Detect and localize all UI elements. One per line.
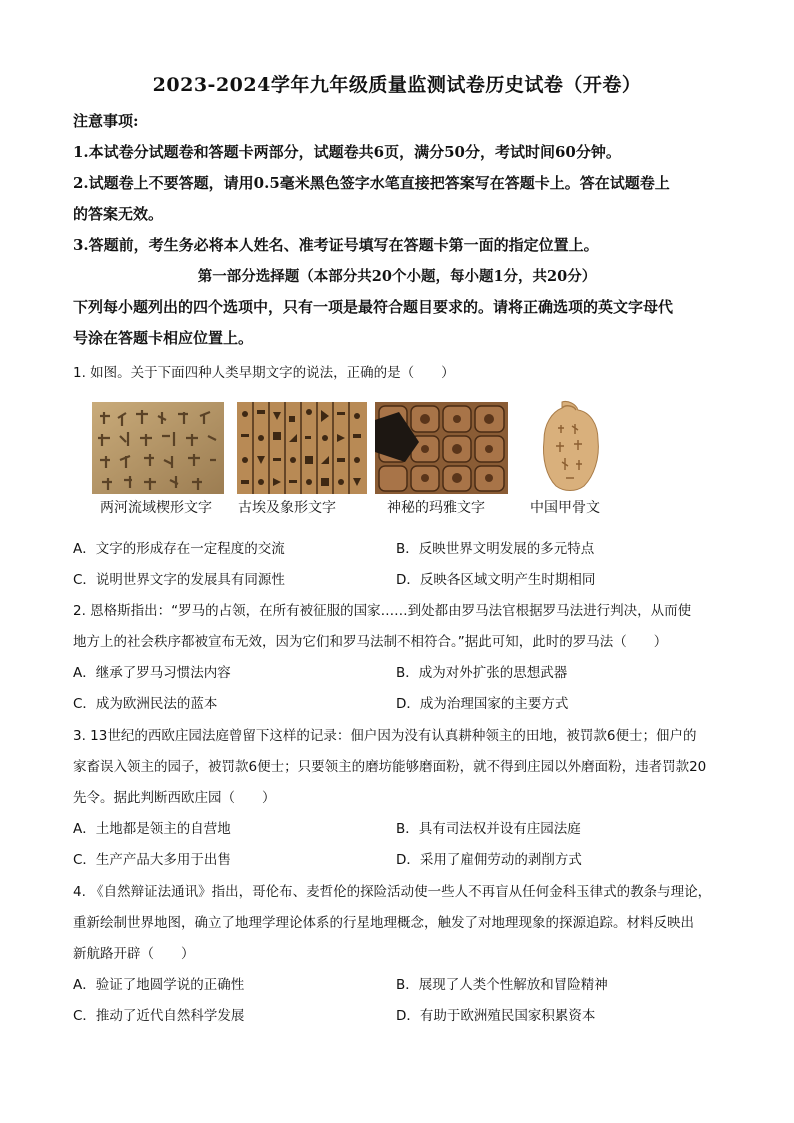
question-3-option-a: A．土地都是领主的自营地 <box>73 821 231 837</box>
exam-title: 2023-2024学年九年级质量监测试卷历史试卷（开卷） <box>152 74 642 96</box>
question-1-stem: 1. 如图。关于下面四种人类早期文字的说法，正确的是（ ） <box>73 365 455 381</box>
question-3-stem-line-3: 先令。据此判断西欧庄园（ ） <box>73 790 276 806</box>
question-4-stem-line-1: 4. 《自然辩证法通讯》指出，哥伦布、麦哲伦的探险活动使一些人不再盲从任何金科玉律式的教条与理论， <box>73 884 712 900</box>
question-4-stem-line-3: 新航路开辟（ ） <box>73 946 195 962</box>
oracle-bone-image <box>540 398 602 494</box>
question-3-option-c: C．生产产品大多用于出售 <box>73 852 231 868</box>
figure-caption-maya: 神秘的玛雅文字 <box>387 500 485 516</box>
question-1-option-b: B．反映世界文明发展的多元特点 <box>396 541 595 557</box>
figure-caption-hieroglyph: 古埃及象形文字 <box>238 500 336 516</box>
figure-caption-cuneiform: 两河流域楔形文字 <box>100 500 212 516</box>
question-2-option-b: B．成为对外扩张的思想武器 <box>396 665 568 681</box>
question-4-stem-line-2: 重新绘制世界地图，确立了地理学理论体系的行星地理概念，触发了对地理现象的探源追踪。材料反映出 <box>73 915 694 931</box>
figure-caption-oracle-bone: 中国甲骨文 <box>530 500 600 516</box>
question-3-stem-line-2: 家畜误入领主的园子，被罚款6便士；只要领主的磨坊能够磨面粉，就不得到庄园以外磨面粉，违者罚款20 <box>73 759 707 775</box>
section-instruction-line-1: 下列每小题列出的四个选项中，只有一项是最符合题目要求的。请将正确选项的英文字母代 <box>73 298 674 316</box>
notice-heading: 注意事项: <box>73 112 139 130</box>
notice-item-2: 2.试题卷上不要答题，请用0.5毫米黑色签字水笔直接把答案写在答题卡上。答在试题卷上 <box>73 174 670 192</box>
hieroglyph-image <box>237 402 367 494</box>
question-4-option-a: A．验证了地圆学说的正确性 <box>73 977 245 993</box>
section-title: 第一部分选择题（本部分共20个小题，每小题1分，共20分） <box>197 268 597 285</box>
question-3-option-d: D．采用了雇佣劳动的剥削方式 <box>396 852 582 868</box>
section-instruction-line-2: 号涂在答题卡相应位置上。 <box>73 329 254 347</box>
question-2-stem-line-1: 2. 恩格斯指出：“罗马的占领，在所有被征服的国家……到处都由罗马法官根据罗马法进行判决，从而使 <box>73 603 692 619</box>
question-2-stem-line-2: 地方上的社会秩序都被宣布无效，因为它们和罗马法制不相符合。”据此可知，此时的罗马法（ ） <box>73 634 668 650</box>
question-3-option-b: B．具有司法权并设有庄园法庭 <box>396 821 581 837</box>
maya-glyph-image <box>375 402 508 494</box>
notice-item-2-cont: 的答案无效。 <box>73 205 164 223</box>
question-4-option-d: D．有助于欧洲殖民国家积累资本 <box>396 1008 596 1024</box>
question-4-option-b: B．展现了人类个性解放和冒险精神 <box>396 977 608 993</box>
question-2-option-c: C．成为欧洲民法的蓝本 <box>73 696 218 712</box>
question-2-option-d: D．成为治理国家的主要方式 <box>396 696 569 712</box>
cuneiform-tablet-image <box>92 402 224 494</box>
question-1-option-a: A．文字的形成存在一定程度的交流 <box>73 541 285 557</box>
question-2-option-a: A．继承了罗马习惯法内容 <box>73 665 231 681</box>
question-3-stem-line-1: 3. 13世纪的西欧庄园法庭曾留下这样的记录：佃户因为没有认真耕种领主的田地，被罚款6便士；佃户的 <box>73 728 697 744</box>
notice-item-1: 1.本试卷分试题卷和答题卡两部分，试题卷共6页，满分50分，考试时间60分钟。 <box>73 143 621 161</box>
question-1-option-c: C．说明世界文字的发展具有同源性 <box>73 572 285 588</box>
question-4-option-c: C．推动了近代自然科学发展 <box>73 1008 245 1024</box>
question-1-option-d: D．反映各区域文明产生时期相同 <box>396 572 596 588</box>
notice-item-3: 3.答题前，考生务必将本人姓名、准考证号填写在答题卡第一面的指定位置上。 <box>73 236 599 254</box>
